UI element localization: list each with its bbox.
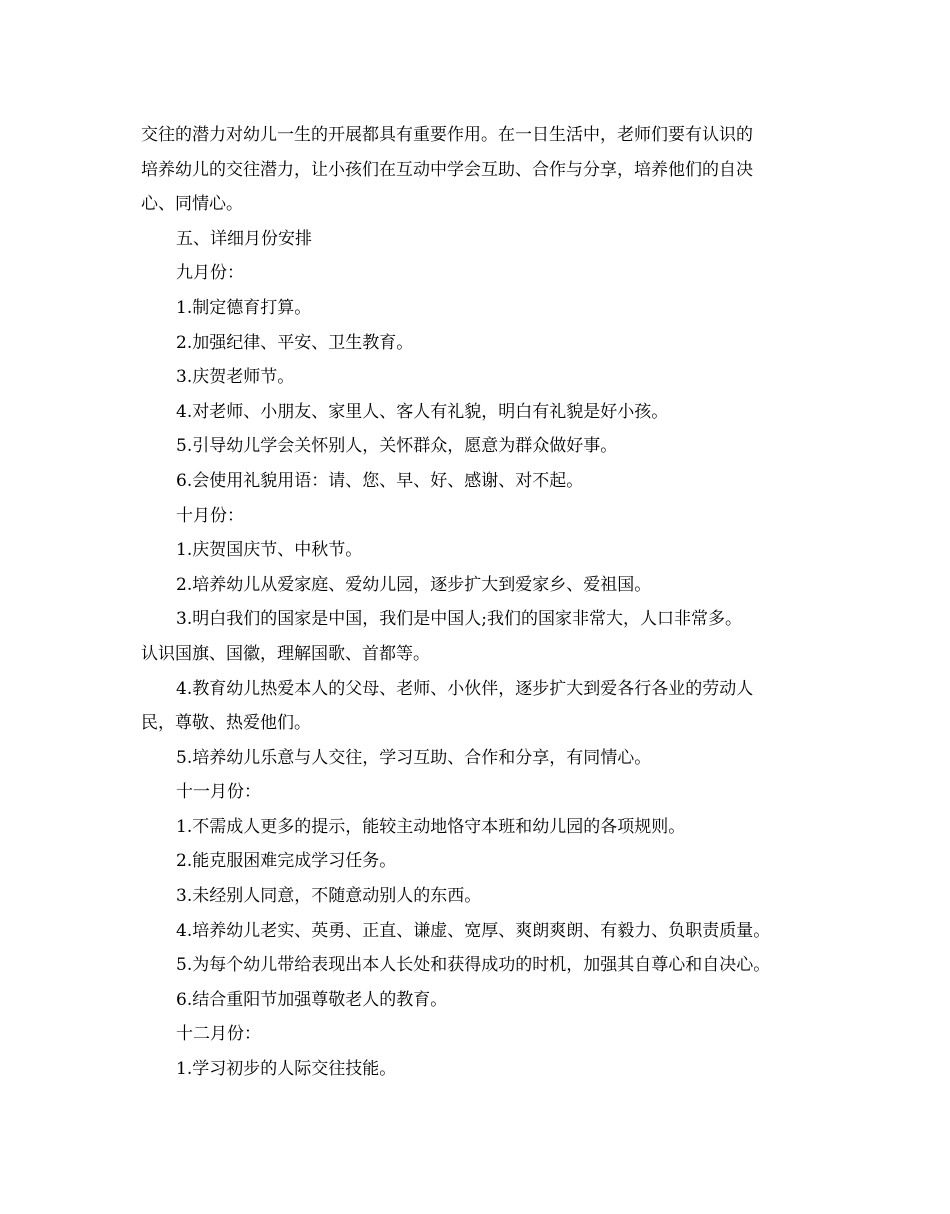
list-item: 4.对老师、小朋友、家里人、客人有礼貌，明白有礼貌是好小孩。 [176, 401, 669, 422]
list-item-continuation: 民，尊敬、热爱他们。 [141, 713, 311, 734]
list-item: 2.培养幼儿从爱家庭、爱幼儿园，逐步扩大到爱家乡、爱祖国。 [176, 574, 652, 595]
list-item: 1.庆贺国庆节、中秋节。 [176, 540, 363, 561]
month-heading-september: 九月份： [176, 263, 244, 284]
list-item: 1.制定德育打算。 [176, 297, 312, 318]
list-item: 4.培养幼儿老实、英勇、正直、谦虚、宽厚、爽朗爽朗、有毅力、负职责质量。 [176, 920, 771, 941]
list-item: 5.培养幼儿乐意与人交往，学习互助、合作和分享，有同情心。 [176, 747, 652, 768]
paragraph-line: 交往的潜力对幼儿一生的开展都具有重要作用。在一日生活中，老师们要有认识的 [141, 125, 753, 145]
list-item: 4.教育幼儿热爱本人的父母、老师、小伙伴，逐步扩大到爱各行各业的劳动人 [176, 678, 754, 699]
list-item: 1.不需成人更多的提示，能较主动地恪守本班和幼儿园的各项规则。 [176, 816, 686, 837]
paragraph-line: 心、同情心。 [141, 194, 243, 215]
list-item: 2.加强纪律、平安、卫生教育。 [176, 332, 414, 353]
month-heading-october: 十月份： [176, 505, 244, 526]
list-item: 5.为每个幼儿带给表现出本人长处和获得成功的时机，加强其自尊心和自决心。 [176, 955, 771, 976]
list-item: 1.学习初步的人际交往技能。 [176, 1059, 397, 1080]
month-heading-december: 十二月份： [176, 1024, 261, 1045]
paragraph-line: 培养幼儿的交往潜力，让小孩们在互动中学会互助、合作与分享，培养他们的自决 [141, 159, 753, 180]
list-item-continuation: 认识国旗、国徽，理解国歌、首都等。 [141, 643, 430, 664]
document-body [141, 118, 831, 1087]
list-item: 3.未经别人同意，不随意动别人的东西。 [176, 886, 482, 907]
list-item: 3.庆贺老师节。 [176, 367, 295, 388]
list-item: 2.能克服困难完成学习任务。 [176, 851, 397, 872]
list-item: 5.引导幼儿学会关怀别人，关怀群众，愿意为群众做好事。 [176, 436, 618, 457]
list-item: 3.明白我们的国家是中国，我们是中国人;我们的国家非常大，人口非常多。 [176, 609, 742, 630]
month-heading-november: 十一月份： [176, 782, 261, 803]
list-item: 6.结合重阳节加强尊敬老人的教育。 [176, 989, 448, 1010]
section-heading: 五、详细月份安排 [176, 228, 312, 249]
list-item: 6.会使用礼貌用语：请、您、早、好、感谢、对不起。 [176, 470, 584, 491]
